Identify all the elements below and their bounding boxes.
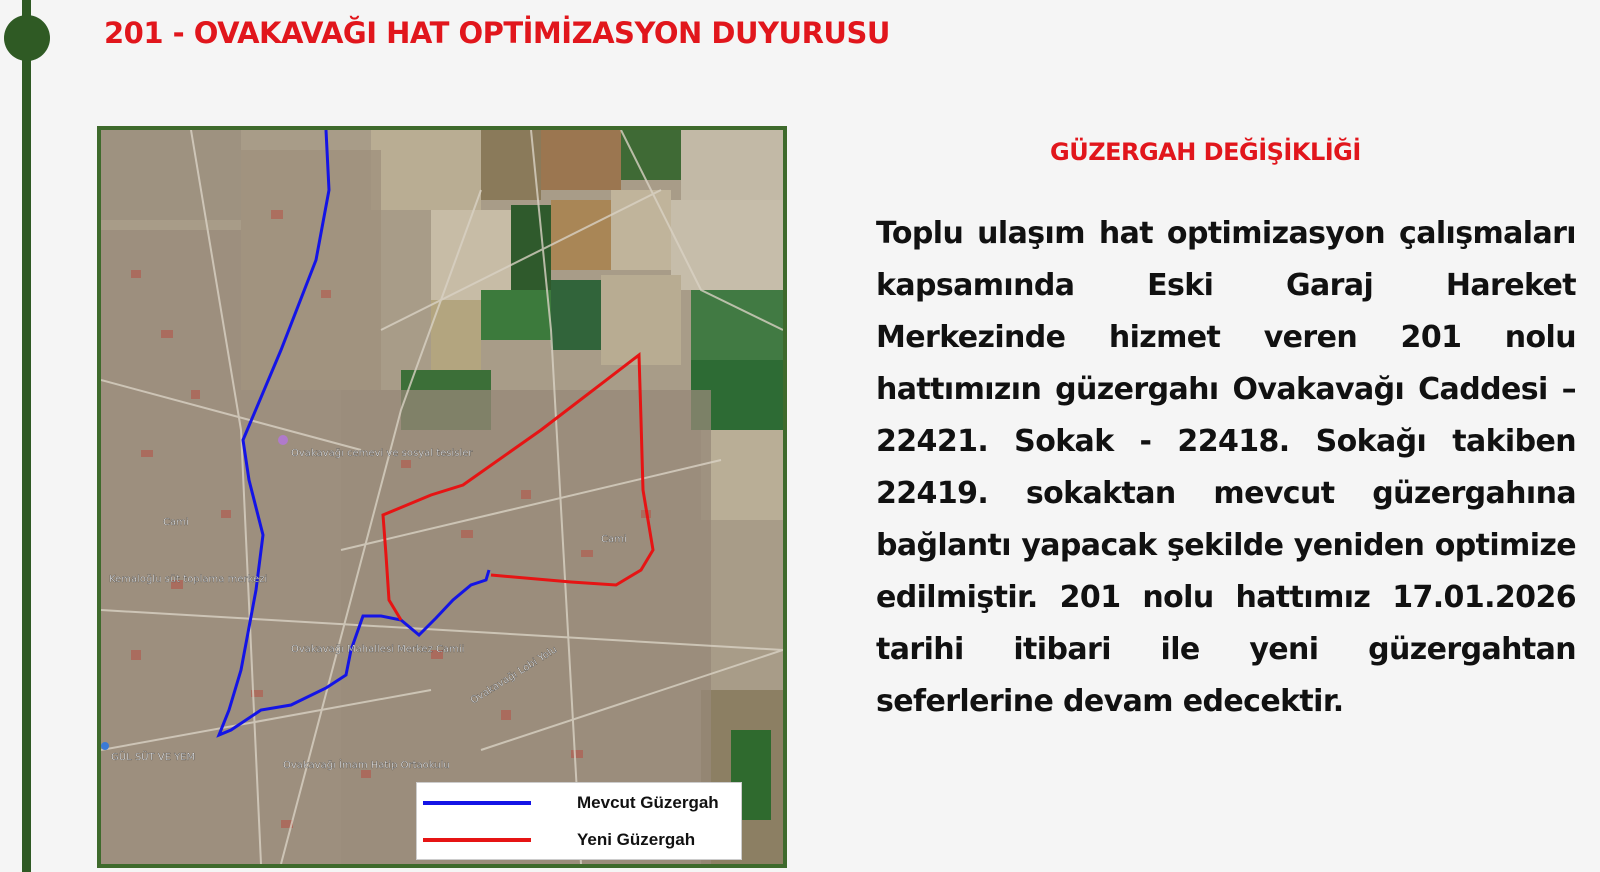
map-label: Ovakavağı Mahallesi Merkez Camii: [291, 644, 465, 655]
map-label: Cami: [601, 534, 627, 545]
legend-label-new: Yeni Güzergah: [577, 830, 696, 849]
legend-label-current: Mevcut Güzergah: [577, 793, 719, 812]
map-label: Ovakavağı cemevi ve sosyal tesisler: [291, 448, 473, 459]
map-image: [97, 126, 787, 868]
map-label: Ovakavağı Lobi Yolu: [468, 644, 560, 707]
map-legend: [416, 782, 742, 860]
legend-swatch-new: [423, 838, 531, 842]
satellite-map: [101, 130, 783, 864]
map-label: Ovakavağı İmam Hatip Ortaokulu: [283, 760, 450, 771]
accent-bar: [22, 0, 31, 872]
map-label: Kemaloğlu süt toplama merkezi: [109, 574, 268, 585]
announcement-text: Toplu ulaşım hat optimizasyon çalışmaları kapsamında Eski Garaj Hareket Merkezinde hizmet veren 201 nolu hattımızın güzergahı Ovakavağı Caddesi – 22421. Sokak - 22418. Sokağı takiben 22419. sokaktan mevcut güzergahına bağlantı yapacak şekilde yeniden optimize edilmiştir. 201 nolu hattımız 17.01.2026 tarihi itibari ile yeni güzergahtan seferlerine devam edecektir.: [876, 216, 1576, 719]
legend-item-new: [417, 822, 741, 858]
legend-item-current: [417, 785, 741, 821]
accent-dot: [4, 15, 50, 61]
map-label: GÜL SÜT VE YEM: [111, 752, 196, 763]
map-label: Cami: [163, 517, 189, 528]
page-title: 201 - OVAKAVAĞI HAT OPTİMİZASYON DUYURUSU: [104, 16, 890, 50]
legend-swatch-current: [423, 801, 531, 805]
section-heading: GÜZERGAH DEĞİŞİKLİĞİ: [1050, 138, 1361, 166]
